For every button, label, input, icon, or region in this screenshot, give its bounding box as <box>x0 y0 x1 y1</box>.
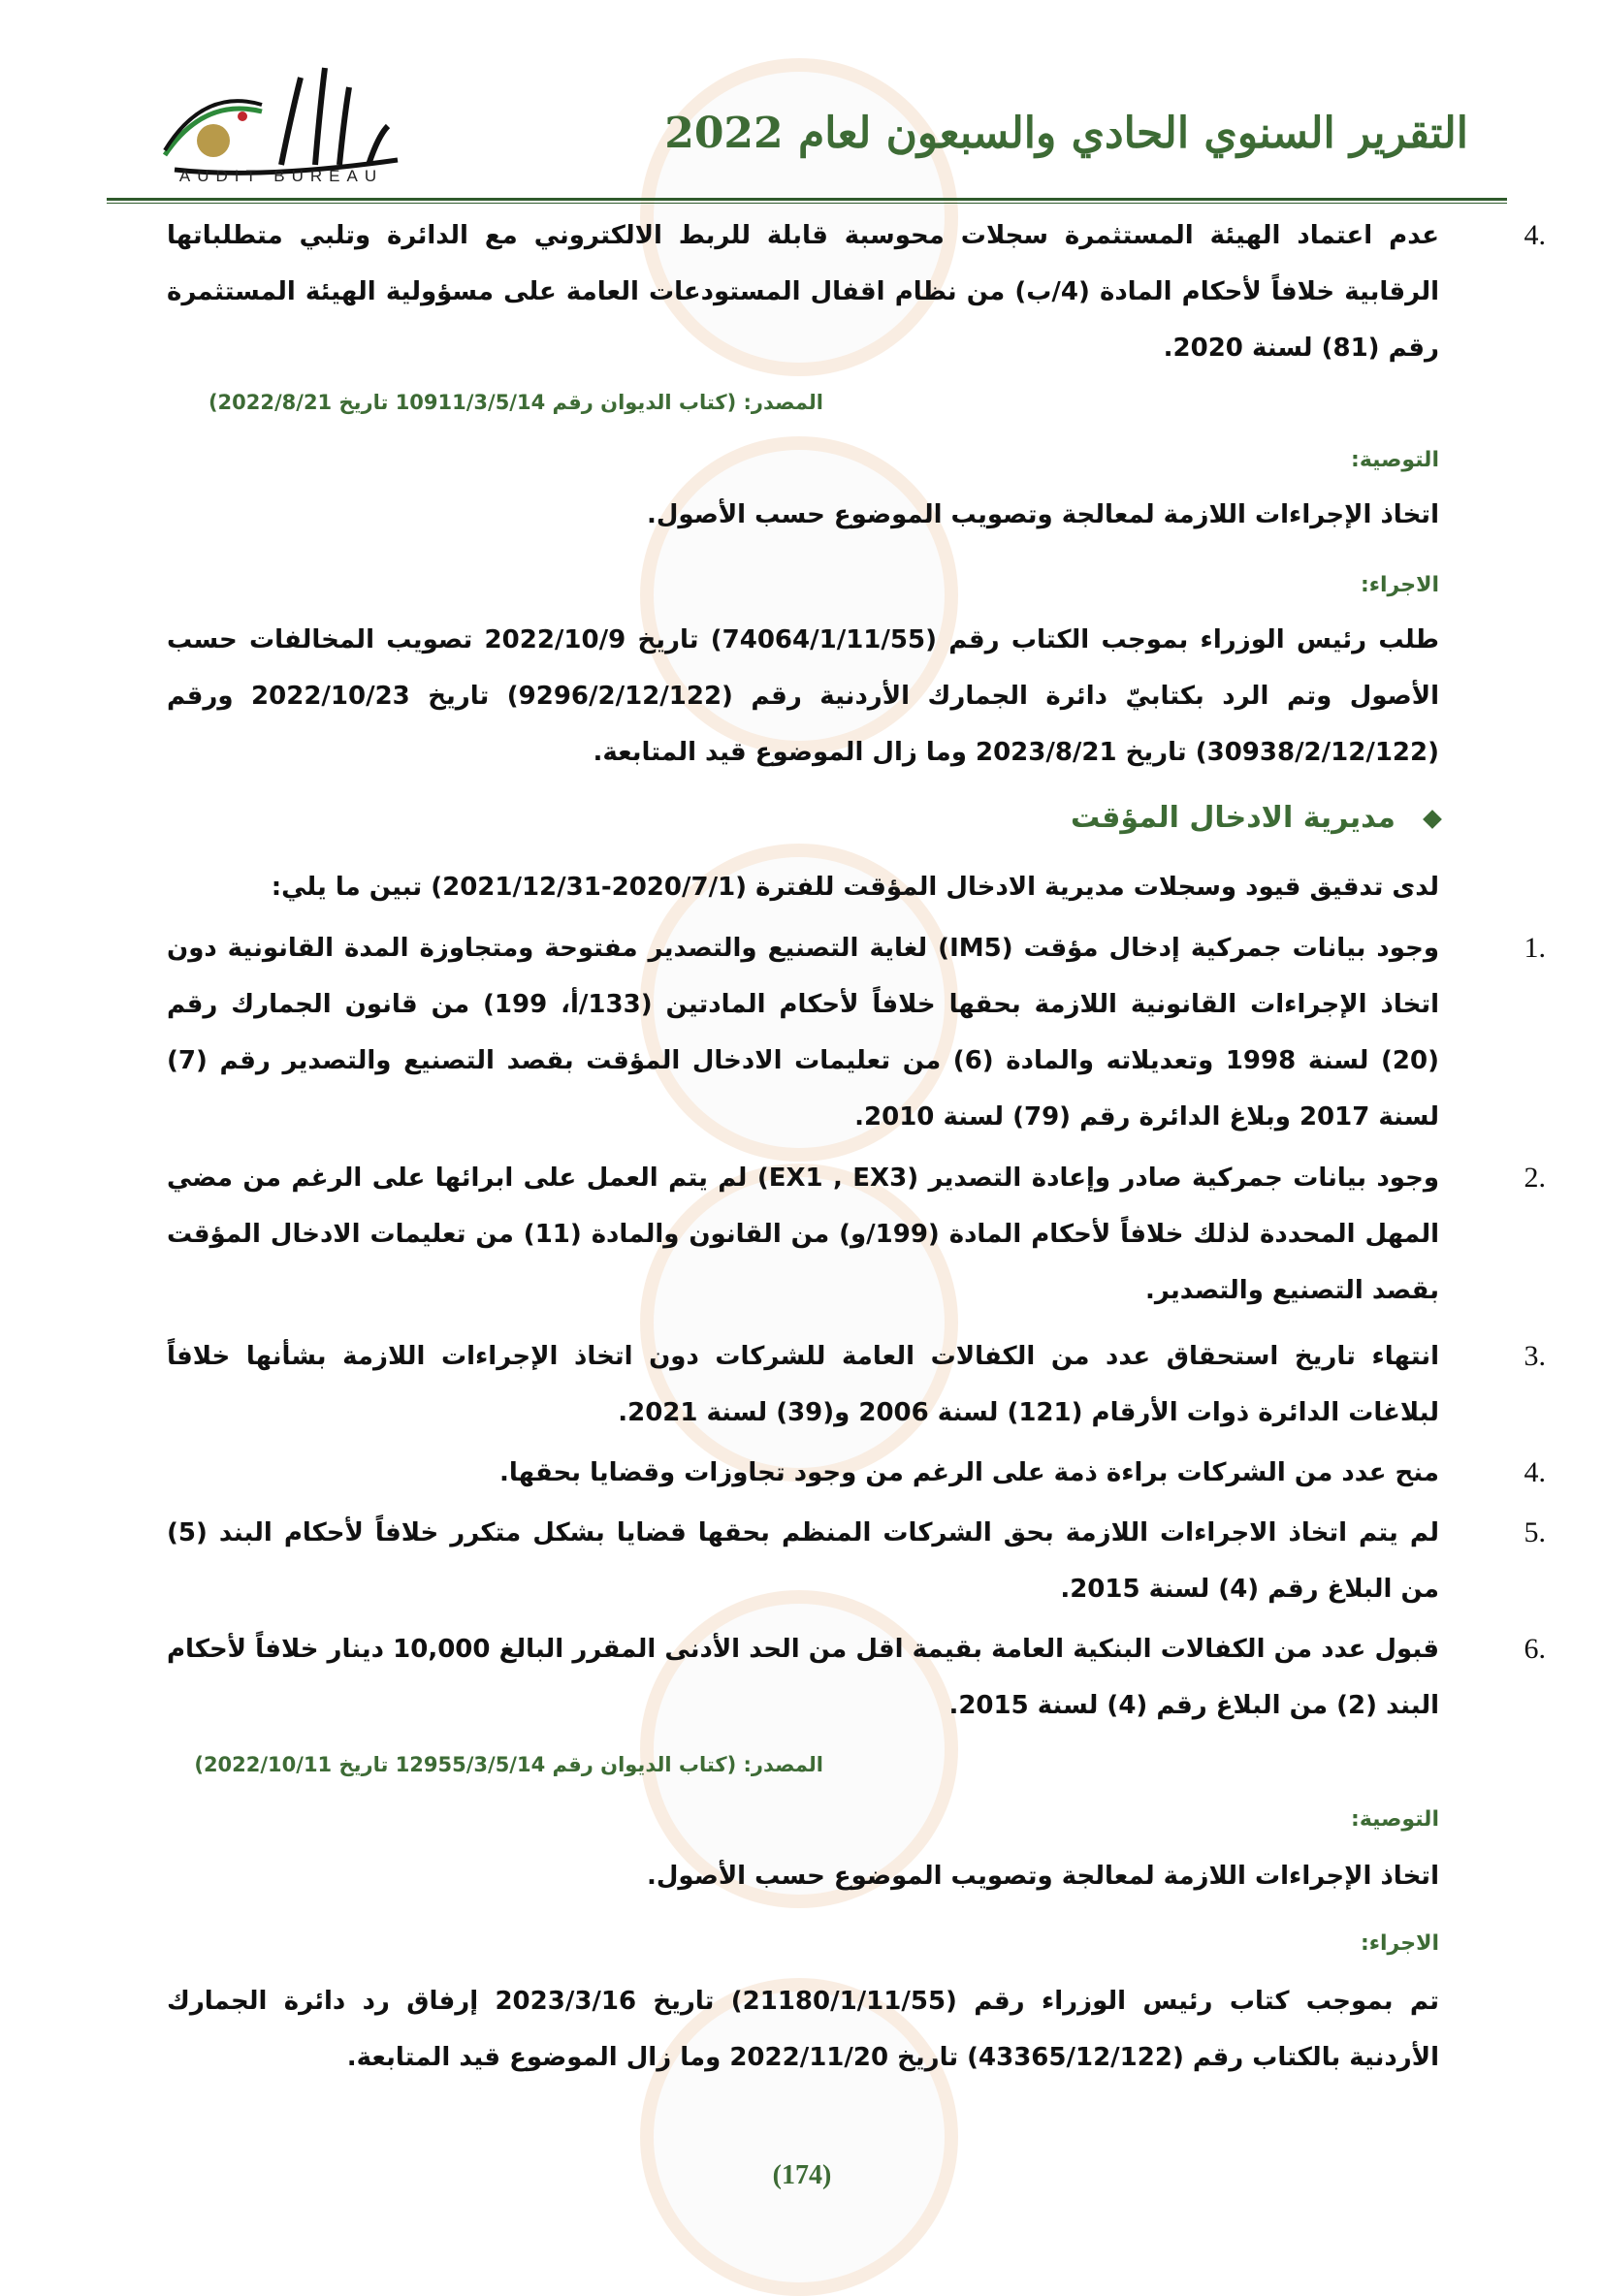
list-item <box>167 1621 1546 1734</box>
report-title: التقرير السنوي الحادي والسبعون لعام 2022 <box>664 109 1468 158</box>
list-number: 6. <box>1524 1633 1546 1665</box>
section-heading: مديرية الادخال المؤقت <box>1071 801 1395 835</box>
audit-bureau-logo <box>145 58 417 184</box>
list-text: قبول عدد من الكفالات البنكية العامة بقيمة اقل من الحد الأدنى المقرر البالغ 10,000 دينار خلافاً لأحكام البند (2) من البلاغ رقم (4) لسنة 2015. <box>167 1635 1439 1720</box>
list-item <box>167 1505 1546 1617</box>
list-item <box>167 1445 1546 1501</box>
source-citation: المصدر: (كتاب الديوان رقم 12955/3/5/14 تاريخ 2022/10/11) <box>194 1753 823 1776</box>
list-number: 1. <box>1524 932 1546 964</box>
list-item <box>167 920 1546 1145</box>
action-label: الاجراء: <box>1360 1931 1439 1956</box>
recommendation-label: التوصية: <box>1351 448 1439 472</box>
action-text: تم بموجب كتاب رئيس الوزراء رقم (21180/1/11/55) تاريخ 2023/3/16 إرفاق رد دائرة الجمارك الأردنية بالكتاب رقم (43365/12/122) تاريخ 2022/11/20 وما زال الموضوع قيد المتابعة. <box>167 1987 1439 2072</box>
list-number: 4. <box>1524 1456 1546 1488</box>
header-divider-thin <box>107 203 1507 204</box>
list-item <box>167 207 1546 376</box>
list-text: انتهاء تاريخ استحقاق عدد من الكفالات العامة للشركات دون اتخاذ الإجراءات اللازمة بشأنها خلافاً لبلاغات الدائرة ذوات الأرقام (121) لسنة 2006 و(39) لسنة 2021. <box>167 1342 1439 1427</box>
bullet-diamond-icon <box>1423 810 1442 829</box>
list-item <box>167 1150 1546 1319</box>
header-divider <box>107 198 1507 201</box>
intro-text: لدى تدقيق قيود وسجلات مديرية الادخال المؤقت للفترة (2020/7/1-2021/12/31) تبين ما يلي: <box>271 873 1439 902</box>
list-text: منح عدد من الشركات براءة ذمة على الرغم من وجود تجاوزات وقضايا بحقها. <box>499 1458 1439 1487</box>
recommendation-label: التوصية: <box>1351 1807 1439 1832</box>
source-citation: المصدر: (كتاب الديوان رقم 10911/3/5/14 تاريخ 2022/8/21) <box>208 391 823 414</box>
list-text: وجود بيانات جمركية صادر وإعادة التصدير (EX1 , EX3) لم يتم العمل على ابرائها على الرغم من مضي المهل المحددة لذلك خلافاً لأحكام المادة (199/و) من القانون والمادة (11) من تعليمات الادخال المؤقت بقصد التصنيع والتصدير. <box>167 1164 1440 1305</box>
list-number: 2. <box>1524 1162 1546 1194</box>
list-item <box>167 1328 1546 1441</box>
page-number: (174) <box>772 2160 832 2190</box>
list-number: 4. <box>1524 219 1546 251</box>
action-text: طلب رئيس الوزراء بموجب الكتاب رقم (74064/1/11/55) تاريخ 2022/10/9 تصويب المخالفات حسب الأصول وتم الرد بكتابيّ دائرة الجمارك الأردنية رقم (9296/2/12/122) تاريخ 2022/10/23 ورقم (30938/2/12/122) تاريخ 2023/8/21 وما زال الموضوع قيد المتابعة. <box>167 625 1440 767</box>
recommendation-text: اتخاذ الإجراءات اللازمة لمعالجة وتصويب الموضوع حسب الأصول. <box>646 500 1439 529</box>
list-text: وجود بيانات جمركية إدخال مؤقت (IM5) لغاية التصنيع والتصدير مفتوحة ومتجاوزة المدة القانونية دون اتخاذ الإجراءات القانونية اللازمة بحقها خلافاً لأحكام المادتين (133/أ، 199) من قانون الجمارك رقم (20) لسنة 1998 وتعديلاته والمادة (6) من تعليمات الادخال المؤقت بقصد التصنيع والتصدير رقم (7) لسنة 2017 وبلاغ الدائرة رقم (79) لسنة 2010. <box>167 934 1439 1132</box>
list-number: 5. <box>1524 1516 1546 1548</box>
list-number: 3. <box>1524 1340 1546 1372</box>
action-label: الاجراء: <box>1360 573 1439 597</box>
recommendation-text: اتخاذ الإجراءات اللازمة لمعالجة وتصويب الموضوع حسب الأصول. <box>646 1862 1439 1891</box>
list-text: عدم اعتماد الهيئة المستثمرة سجلات محوسبة قابلة للربط الالكتروني مع الدائرة وتلبي متطلباتها الرقابية خلافاً لأحكام المادة (4/ب) من نظام اقفال المستودعات العامة على مسؤولية الهيئة المستثمرة رقم (81) لسنة 2020. <box>167 221 1439 363</box>
logo-english-text: AUDIT BUREAU <box>178 167 384 185</box>
list-text: لم يتم اتخاذ الاجراءات اللازمة بحق الشركات المنظم بحقها قضايا بشكل متكرر خلافاً لأحكام البند (5) من البلاغ رقم (4) لسنة 2015. <box>167 1518 1439 1604</box>
